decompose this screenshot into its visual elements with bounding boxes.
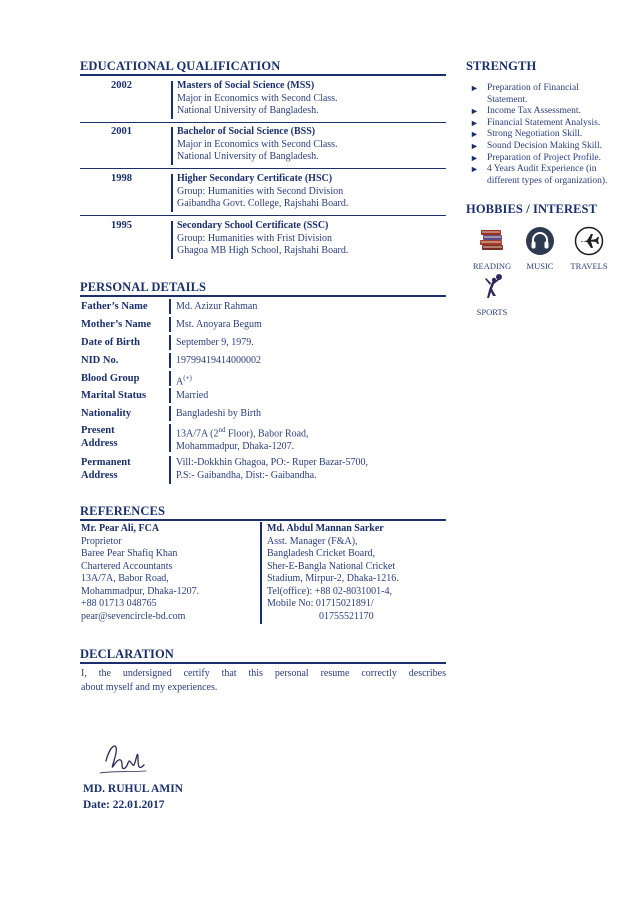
reference-line: Tel(office): +88 02-8031001-4, [267,585,392,597]
field-divider [169,299,171,314]
reference-line: Stadium, Mirpur-2, Dhaka-1216. [267,573,399,584]
strength-item [470,141,630,153]
reference-line: Asst. Manager (F&A), [267,535,358,547]
strength-heading: STRENGTH [466,59,537,73]
reference-line: Baree Pear Shafiq Khan [81,548,178,559]
education-degree: Masters of Social Science (MSS) [177,80,315,91]
hobby-label: READING [472,261,512,271]
field-divider [169,424,171,452]
education-details [177,220,447,258]
label-line: Address [81,470,118,481]
reference-name: Mr. Pear Ali, FCA [81,523,160,534]
hobby-label: MUSIC [526,261,554,271]
hobby-music [520,226,560,271]
strength-item [470,129,630,141]
reference-email: pear@sevencircle-bd.com [81,610,186,622]
blood-label: Blood Group [81,373,140,384]
nationality-value: Bangladeshi by Birth [176,408,261,419]
strength-list [470,83,630,187]
row-separator [80,122,446,123]
reference-left [81,523,256,623]
address-line: P.S:- Gaibandha, Dist:- Gaibandha. [176,470,317,481]
strength-text: Financial Statement Analysis. [487,117,601,128]
references-rule [80,519,446,521]
strength-text: Income Tax Assessment. [487,106,581,117]
row-separator [80,168,446,169]
field-divider [169,456,171,484]
label-line: Permanent [81,457,131,468]
education-details [177,80,447,118]
education-line: Ghagoa MB High School, Rajshahi Board. [177,245,349,256]
strength-text: Strong Negotiation Skill. [487,129,583,140]
blood-rh: (+) [183,374,192,382]
reference-line: 01755521170 [319,610,374,622]
education-year: 1995 [111,220,132,231]
arrow-bullet-icon: ► [470,164,479,175]
signatory-date: Date: 22.01.2017 [83,799,165,811]
field-divider [169,406,171,421]
volleyball-player-icon [477,272,507,302]
strength-text: Preparation of Project Profile. [487,152,601,163]
reference-line: 13A/7A, Babor Road, [81,573,169,584]
education-rule [80,74,446,76]
hobbies-heading: HOBBIES / INTEREST [466,202,598,216]
dob-value: September 9, 1979. [176,337,254,348]
strength-item [470,164,630,187]
field-divider [169,317,171,332]
education-row [80,173,446,213]
education-details [177,126,447,164]
personal-rule [80,295,446,297]
airplane-icon [574,226,604,256]
marital-label: Marital Status [81,390,147,401]
education-year: 2002 [111,80,132,91]
education-year: 1998 [111,173,132,184]
address-line: Mohammadpur, Dhaka-1207. [176,441,295,453]
permanent-address-label [81,456,169,482]
field-divider [169,353,171,368]
declaration-line: about myself and my experiences. [81,682,218,693]
address-part: Floor), Babor Road, [225,428,309,440]
hobby-sports [470,272,514,317]
strength-text: Statement. [487,94,528,105]
row-separator [80,215,446,216]
education-line: Gaibandha Govt. College, Rajshahi Board. [177,198,349,209]
references-heading: REFERENCES [80,504,166,518]
label-line: Address [81,438,118,449]
education-line: Major in Economics with Second Class. [177,138,338,150]
reference-right [267,523,447,623]
education-line: Major in Economics with Second Class. [177,92,338,104]
strength-item [470,106,630,118]
hobby-label: TRAVELS [570,261,608,271]
strength-item [470,118,630,130]
ordinal-suffix: nd [218,426,226,434]
books-icon [477,226,507,256]
blood-group: A [176,376,184,388]
signature-image [96,735,156,779]
education-degree: Bachelor of Social Science (BSS) [177,126,316,137]
nationality-label: Nationality [81,408,132,419]
mother-label: Mother’s Name [81,319,152,330]
label-line: Present [81,425,115,436]
education-row [80,80,446,120]
hobby-label: SPORTS [476,307,508,317]
arrow-bullet-icon: ► [470,140,479,151]
education-row [80,220,446,260]
arrow-bullet-icon: ► [470,83,479,93]
declaration-text [81,667,446,695]
address-line [176,424,446,440]
blood-value [176,372,446,388]
father-value: Md. Azizur Rahman [176,301,258,312]
education-degree: Higher Secondary Certificate (HSC) [177,173,333,184]
education-details [177,173,447,211]
permanent-address-value [176,456,446,482]
strength-text: different types of organization). [487,175,608,186]
field-divider [169,335,171,350]
education-heading: EDUCATIONAL QUALIFICATION [80,59,281,73]
field-divider [169,371,171,386]
reference-line: Proprietor [81,535,122,547]
hobby-reading [466,226,518,271]
reference-line: Mobile No: 01715021891/ [267,598,374,609]
declaration-heading: DECLARATION [80,647,174,661]
education-line: National University of Bangladesh. [177,105,319,116]
nid-value: 19799419414000002 [176,355,261,366]
declaration-rule [80,662,446,664]
reference-divider [260,522,262,624]
arrow-bullet-icon: ► [470,129,479,140]
education-line: Group: Humanities with Frist Division [177,232,332,244]
strength-text: Preparation of Financial [487,83,579,93]
present-address-label [81,424,169,450]
marital-value: Married [176,390,209,401]
field-divider [169,388,171,403]
reference-line: +88 01713 048765 [81,598,157,609]
present-address-value [176,424,446,453]
personal-heading: PERSONAL DETAILS [80,280,207,294]
strength-item [470,83,630,106]
education-row [80,126,446,166]
row-divider [171,81,173,119]
arrow-bullet-icon: ► [470,106,479,117]
reference-line: Mohammadpur, Dhaka-1207. [81,585,200,597]
strength-item [470,153,630,165]
headphones-icon [525,226,555,256]
education-year: 2001 [111,126,132,137]
arrow-bullet-icon: ► [470,152,479,163]
signatory-name: MD. RUHUL AMIN [83,783,183,795]
mother-value: Mst. Anoyara Begum [176,319,262,330]
address-line: Vill:-Dokkhin Ghagoa, PO:- Ruper Bazar-5700, [176,457,368,468]
nid-label: NID No. [81,355,119,366]
hobby-travels [566,226,612,271]
strength-text: 4 Years Audit Experience (in [487,164,597,175]
reference-name: Md. Abdul Mannan Sarker [267,523,384,534]
reference-line: Bangladesh Cricket Board, [267,548,376,559]
reference-line: Chartered Accountants [81,560,173,572]
strength-text: Sound Decision Making Skill. [487,140,603,151]
education-line: Group: Humanities with Second Division [177,185,344,197]
dob-label: Date of Birth [81,337,140,348]
father-label: Father’s Name [81,301,148,312]
reference-line: Sher-E-Bangla National Cricket [267,560,396,572]
row-divider [171,174,173,212]
row-divider [171,127,173,165]
row-divider [171,221,173,259]
education-degree: Secondary School Certificate (SSC) [177,220,329,231]
declaration-line: I, the undersigned certify that this personal resume correctly describes [81,668,446,679]
education-line: National University of Bangladesh. [177,151,319,162]
address-part: 13A/7A (2 [176,428,219,440]
signatory [83,781,183,813]
arrow-bullet-icon: ► [470,117,479,128]
